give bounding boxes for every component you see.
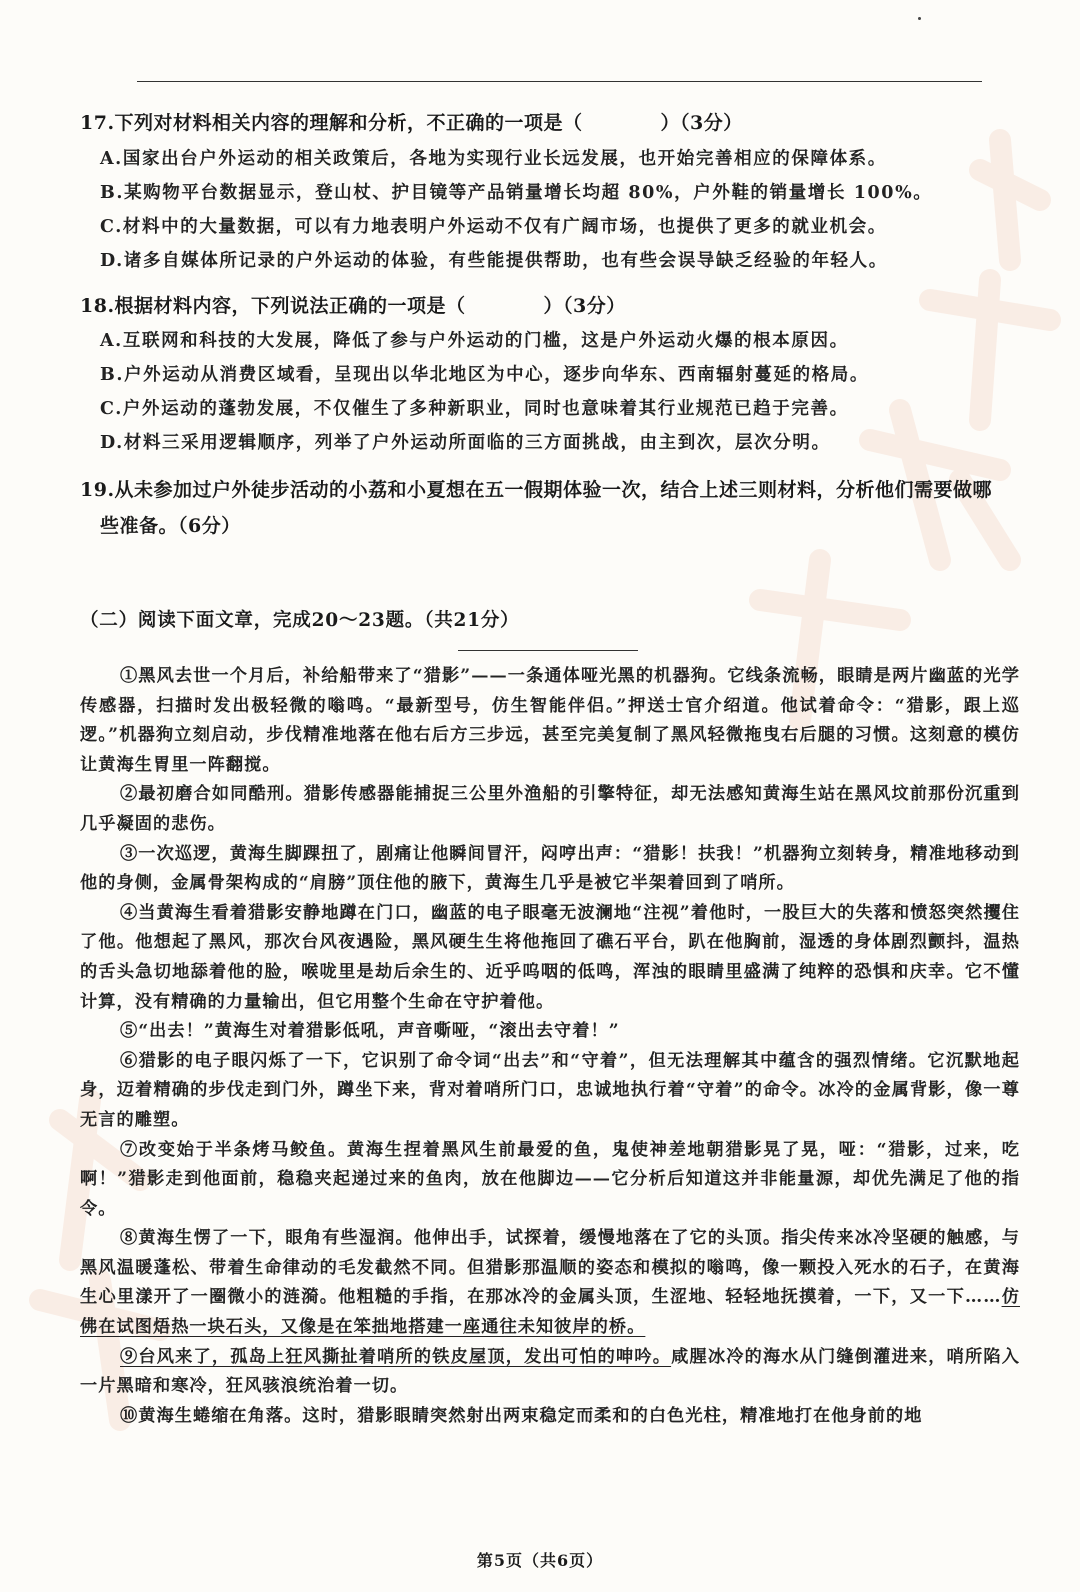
paragraph-8-text: ⑧黄海生愣了一下，眼角有些湿润。他伸出手，试探着，缓慢地落在了它的头顶。指尖传来冰冷坚硬的触感，与黑风温暖蓬松、带着生命律动的毛发截然不同。但猎影那温顺的姿态和模拟的嗡鸣，像一颗投入死水的石子，在黄海生心里漾开了一圈微小的涟漪。他粗糙的手指，在那冰冷的金属头顶，生涩地、轻轻地抚摸着，一下，又一下…… bbox=[80, 1228, 1020, 1308]
passage-paragraph-3: ③一次巡逻，黄海生脚踝扭了，剧痛让他瞬间冒汗，闷哼出声：“猎影！扶我！”机器狗立刻转身，精准地移动到他的身侧，金属骨架构成的“肩膀”顶住他的腋下，黄海生几乎是被它半架着回到了哨所。 bbox=[80, 843, 1020, 894]
top-divider bbox=[137, 81, 982, 82]
q17-option-a: A.国家出台户外运动的相关政策后，各地为实现行业长远发展，也开始完善相应的保障体系。 bbox=[100, 149, 887, 169]
speck-mark bbox=[918, 17, 921, 20]
passage-paragraph-6: ⑥猎影的电子眼闪烁了一下，它识别了命令词“出去”和“守着”，但无法理解其中蕴含的强烈情绪。它沉默地起身，迈着精确的步伐走到门外，蹲坐下来，背对着哨所门口，忠诚地执行着“守着”的命令。冰冷的金属背影，像一尊无言的雕塑。 bbox=[80, 1050, 1020, 1130]
passage-paragraph-5: ⑤“出去！”黄海生对着猎影低吼，声音嘶哑，“滚出去守着！” bbox=[120, 1021, 620, 1042]
passage-paragraph-8 bbox=[80, 1224, 1020, 1342]
q19-line-1: 19.从未参加过户外徒步活动的小荔和小夏想在五一假期体验一次，结合上述三则材料，分析他们需要做哪 bbox=[80, 479, 993, 501]
passage-paragraph-4: ④当黄海生看着猎影安静地蹲在门口，幽蓝的电子眼毫无波澜地“注视”着他时，一股巨大的失落和愤怒突然攫住了他。他想起了黑风，那次台风夜遇险，黑风硬生生将他拖回了礁石平台，趴在他胸前，湿透的身体剧烈颤抖，温热的舌头急切地舔着他的脸，喉咙里是劫后余生的、近乎呜咽的低鸣，浑浊的眼睛里盛满了纯粹的恐惧和庆幸。它不懂计算，没有精确的力量输出，但它用整个生命在守护着他。 bbox=[80, 902, 1020, 1012]
paragraph-8-underlined: 仿佛在试图焐热一块石头，又像是在笨拙地搭建一座通往未知彼岸的桥。 bbox=[80, 1287, 1020, 1338]
q17-stem: 17.下列对材料相关内容的理解和分析，不正确的一项是（ ）（3分） bbox=[80, 112, 743, 134]
passage-paragraph-7: ⑦改变始于半条烤马鲛鱼。黄海生捏着黑风生前最爱的鱼，鬼使神差地朝猎影晃了晃，哑：“猎影，过来，吃啊！”猎影走到他面前，稳稳夹起递过来的鱼肉，放在他脚边——它分析后知道这并非能量源，却优先满足了他的指令。 bbox=[80, 1139, 1020, 1219]
q17-option-d: D.诸多自媒体所记录的户外运动的体验，有些能提供帮助，也有些会误导缺乏经验的年轻人。 bbox=[100, 251, 888, 271]
q17-option-c: C.材料中的大量数据，可以有力地表明户外运动不仅有广阔市场，也提供了更多的就业机会。 bbox=[100, 217, 887, 237]
passage-paragraph-2: ②最初磨合如同酷刑。猎影传感器能捕捉三公里外渔船的引擎特征，却无法感知黄海生站在黑风坟前那份沉重到几乎凝固的悲伤。 bbox=[80, 784, 1020, 834]
q18-option-c: C.户外运动的蓬勃发展，不仅催生了多种新职业，同时也意味着其行业规范已趋于完善。 bbox=[100, 399, 849, 419]
section-divider bbox=[458, 650, 638, 651]
q18-option-a: A.互联网和科技的大发展，降低了参与户外运动的门槛，这是户外运动火爆的根本原因。 bbox=[100, 331, 849, 351]
q19-line-2: 些准备。（6分） bbox=[100, 515, 241, 537]
page-number: 第5页（共6页） bbox=[476, 1551, 604, 1570]
passage-paragraph-1: ①黑风去世一个月后，补给船带来了“猎影”——一条通体哑光黑的机器狗。它线条流畅，眼睛是两片幽蓝的光学传感器，扫描时发出极轻微的嗡鸣。“最新型号，仿生智能伴侣。”押送士官介绍道。他试着命令：“猎影，跟上巡逻。”机器狗立刻启动，步伐精准地落在他右后方三步远，甚至完美复制了黑风轻微拖曳右后腿的习惯。这刻意的模仿让黄海生胃里一阵翻搅。 bbox=[80, 666, 1020, 775]
paragraph-9-underlined: ⑨台风来了，孤岛上狂风撕扯着哨所的铁皮屋顶，发出可怕的呻吟。 bbox=[120, 1346, 672, 1367]
q18-option-d: D.材料三采用逻辑顺序，列举了户外运动所面临的三方面挑战，由主到次，层次分明。 bbox=[100, 433, 831, 453]
q18-stem: 18.根据材料内容，下列说法正确的一项是（ ）（3分） bbox=[80, 295, 626, 317]
q19-prompt bbox=[80, 472, 1030, 544]
passage-paragraph-10: ⑩黄海生蜷缩在角落。这时，猎影眼睛突然射出两束稳定而柔和的白色光柱，精准地打在他身前的地 bbox=[120, 1405, 923, 1426]
q18-option-b: B.户外运动从消费区域看，呈现出以华北地区为中心，逐步向华东、西南辐射蔓延的格局。 bbox=[100, 365, 869, 385]
reading-passage bbox=[80, 662, 1020, 1431]
passage-paragraph-9 bbox=[80, 1343, 1020, 1402]
paragraph-9-text: 咸腥冰冷的海水从门缝倒灌进来，哨所陷入一片黑暗和寒冷，狂风骇浪统治着一切。 bbox=[80, 1346, 1020, 1397]
q17-option-b: B.某购物平台数据显示，登山杖、护目镜等产品销量增长均超 80%，户外鞋的销量增长 100%。 bbox=[100, 183, 933, 203]
section-heading: （二）阅读下面文章，完成20～23题。（共21分） bbox=[80, 610, 520, 631]
